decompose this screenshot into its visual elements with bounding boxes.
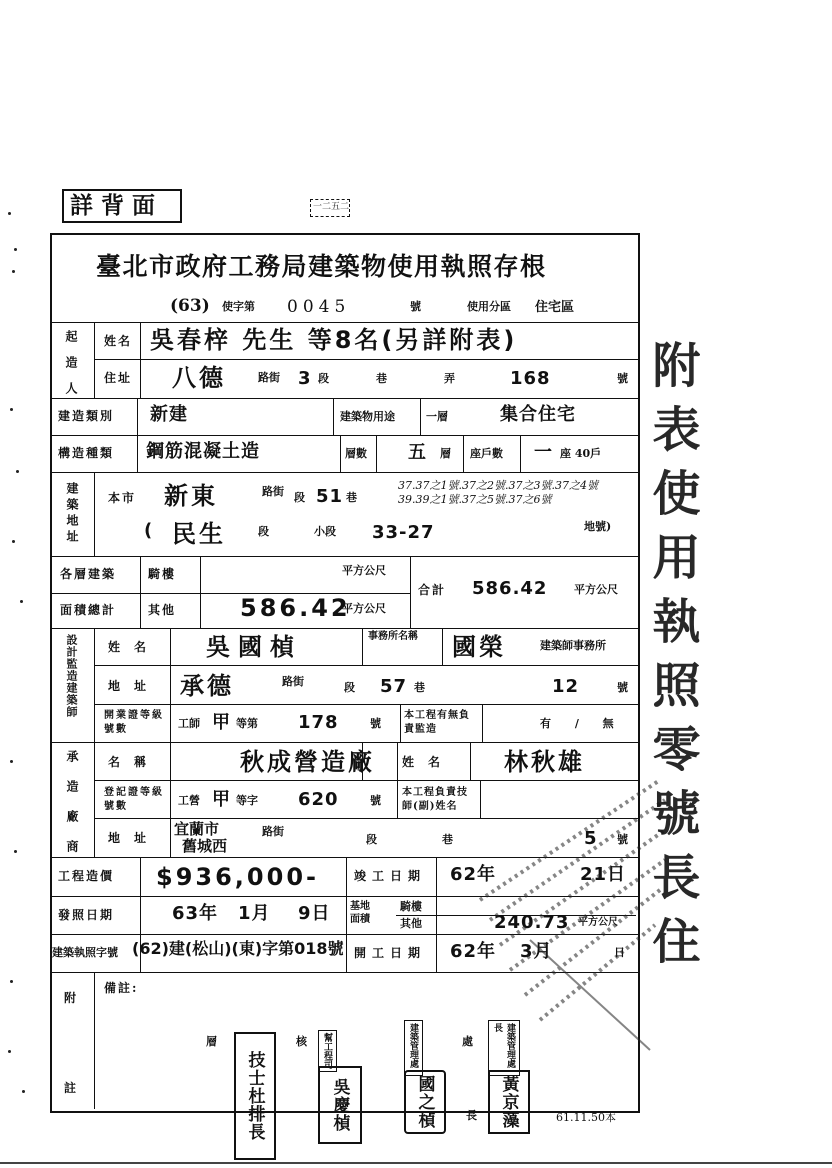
land-sec-unit: 段 — [258, 525, 269, 538]
contractor-name-value: 秋成營造廠 — [240, 748, 375, 776]
architect-no-unit: 號 — [617, 681, 628, 694]
contractor-reg-unit: 號 — [370, 794, 381, 807]
site-road: 新東 — [164, 482, 218, 510]
contractor-road-unit: 路街 — [262, 825, 284, 838]
area-arcade-unit: 平方公尺 — [342, 564, 386, 577]
permit-label: 建築執照字號 — [52, 946, 118, 959]
seal-engineer-caption-text: 幫工程司 — [322, 1033, 332, 1069]
builder-lane-unit: 巷 — [376, 372, 387, 385]
units-label: 座戶數 — [470, 447, 503, 460]
top-stamp — [310, 199, 350, 217]
build-use-label: 建築物用途 — [340, 410, 395, 423]
completion-day: 21日 — [580, 864, 627, 885]
contractor-reg-no: 620 — [298, 789, 339, 810]
site-road-unit: 路街 — [262, 485, 284, 498]
permit-value: (62)建(松山)(東)字第018號 — [132, 939, 344, 958]
corner-tag-text: 詳背面 — [70, 192, 163, 219]
land-close: 地號) — [584, 520, 612, 533]
contractor-addr-label: 地址 — [108, 831, 161, 845]
issue-arcade-label: 騎樓 — [400, 900, 422, 913]
issue-day: 9日 — [298, 903, 331, 924]
architect-lane-unit: 巷 — [414, 681, 425, 694]
seal-office — [404, 1070, 446, 1134]
start-label: 開工日期 — [354, 946, 427, 960]
issue-base-unit: 平方公尺 — [578, 917, 618, 928]
contractor-owner-value: 林秋雄 — [504, 748, 585, 776]
contractor-reg-grade: 甲 — [212, 789, 231, 810]
note-label: 註 — [64, 1081, 79, 1095]
attach-label: 附 — [64, 991, 79, 1005]
cost-value: $936,000- — [156, 863, 319, 891]
seal-label-1: 核 — [296, 1035, 307, 1048]
architect-addr-lane: 57 — [380, 676, 408, 697]
contractor-addr-city: 宜蘭市 — [174, 820, 220, 838]
area-total-label: 合計 — [418, 583, 447, 597]
contractor-lane-unit: 巷 — [442, 833, 453, 846]
contractor-section-label: 承造廠商 — [65, 750, 79, 870]
builder-address-label: 住址 — [104, 371, 133, 385]
contractor-reg-label: 登記證等級號數 — [104, 787, 164, 812]
site-section-unit: 段 — [294, 491, 305, 504]
completion-year: 62年 — [450, 864, 497, 885]
area-other-unit: 平方公尺 — [342, 602, 386, 615]
architect-road-unit: 路街 — [282, 675, 304, 688]
seal-label-0: 層 — [206, 1035, 217, 1048]
completion-label: 竣工日期 — [354, 869, 427, 883]
contractor-name-label: 名稱 — [108, 755, 161, 769]
contractor-addr-road: 舊城西 — [182, 837, 228, 855]
issue-other-label: 其他 — [400, 917, 422, 930]
architect-reg-prefix: 工師 — [178, 717, 200, 730]
units-unit: 座 40戶 — [560, 447, 602, 460]
architect-supervise-label: 本工程有無負責監造 — [404, 710, 470, 735]
area-total-value: 586.42 — [472, 578, 548, 599]
cost-label: 工程造價 — [58, 869, 115, 883]
seal-director — [488, 1070, 530, 1134]
zone-value: 住宅區 — [535, 300, 575, 315]
area-label-2: 面積總計 — [60, 603, 117, 617]
license-suffix: 號 — [410, 300, 421, 313]
seal-office-caption-text: 建築管理處 — [408, 1023, 418, 1068]
issue-month: 1月 — [238, 903, 271, 924]
contractor-addr-no: 5 — [584, 828, 598, 849]
site-section-label: 建築地址 — [65, 482, 79, 546]
received-stamp — [470, 740, 670, 1060]
architect-addr-label: 地址 — [108, 679, 161, 693]
land-sub-unit: 小段 — [314, 525, 336, 538]
builder-road-unit: 路街 — [258, 371, 280, 384]
start-month: 3月 — [520, 941, 553, 962]
contractor-owner-label: 姓名 — [402, 755, 455, 769]
seal-engineer-text: 吳慶楨 — [329, 1078, 350, 1132]
architect-reg-no: 178 — [298, 712, 339, 733]
build-type-label: 建造類別 — [58, 409, 115, 423]
area-label-1: 各層建築 — [60, 567, 117, 581]
architect-reg-mid: 等第 — [236, 717, 258, 730]
start-day: 日 — [614, 946, 625, 959]
footer-code: 61.11.50本 — [556, 1111, 616, 1124]
floors-label: 層數 — [345, 447, 367, 460]
area-other-value: 586.42 — [240, 594, 351, 622]
structure-value: 鋼筋混凝土造 — [146, 441, 260, 462]
architect-office-value: 國榮 — [452, 633, 506, 661]
architect-name-label: 姓名 — [108, 640, 161, 654]
architect-reg-unit: 號 — [370, 717, 381, 730]
license-prefix: 使字第 — [222, 300, 255, 313]
architect-office-suffix: 建築師事務所 — [540, 639, 606, 652]
units-value: 一 — [534, 442, 553, 463]
build-type-value: 新建 — [150, 404, 188, 425]
floors-unit: 層 — [440, 447, 451, 460]
start-year: 62年 — [450, 941, 497, 962]
architect-reg-grade: 甲 — [212, 712, 231, 733]
license-number: 0045 — [287, 297, 351, 317]
site-city: 本市 — [108, 491, 137, 505]
issue-label: 發照日期 — [58, 908, 115, 922]
builder-name-value: 吳春梓 先生 等8名(另詳附表) — [150, 326, 518, 354]
seal-office-text: 國之楨 — [414, 1075, 435, 1129]
seal-director-text: 黃京藻 — [498, 1075, 519, 1129]
seal-inspector-text: 技士杜排長 — [244, 1051, 265, 1141]
site-lane: 51 — [316, 486, 344, 507]
site-numbers: 37.37之1號.37之2號.37之3號.37之4號 — [398, 479, 598, 492]
architect-supervise-value: 有 / 無 — [540, 717, 624, 730]
builder-alley-unit: 弄 — [444, 372, 455, 385]
contractor-tech-label: 本工程負責技師(副)姓名 — [402, 787, 468, 812]
architect-addr-road: 承德 — [180, 672, 234, 700]
seal-director-caption-text: 建築管理處長 — [492, 1023, 515, 1068]
memo-label: 備註: — [104, 981, 139, 995]
contractor-reg-mid: 等字 — [236, 794, 258, 807]
land-area: 民生 — [172, 520, 226, 548]
land-open: ( — [144, 520, 154, 541]
area-total-unit: 平方公尺 — [574, 583, 618, 596]
architect-name-value: 吳國楨 — [206, 633, 302, 661]
margin-text: 附表使用執照零號長住 — [644, 340, 700, 980]
builder-no-unit: 號 — [617, 372, 628, 385]
builder-section-unit: 段 — [318, 372, 329, 385]
issue-year: 63年 — [172, 903, 219, 924]
site-numbers-2: 39.39之1號.37之5號.37之6號 — [398, 493, 552, 506]
structure-label: 構造種類 — [58, 446, 115, 460]
contractor-reg-prefix: 工營 — [178, 794, 200, 807]
architect-section-unit: 段 — [344, 681, 355, 694]
contractor-section-unit: 段 — [366, 833, 377, 846]
contractor-no-unit: 號 — [617, 833, 628, 846]
license-year: (63) — [170, 296, 210, 316]
area-arcade-label: 騎樓 — [148, 567, 177, 581]
build-use-prefix: 一層 — [426, 410, 448, 423]
build-use-value: 集合住宅 — [500, 404, 576, 425]
builder-name-label: 姓名 — [104, 334, 133, 348]
page-title: 臺北市政府工務局建築物使用執照存根 — [96, 252, 547, 281]
seal-office-caption — [404, 1020, 423, 1076]
architect-addr-no: 12 — [552, 676, 580, 697]
site-lane-unit: 巷 — [346, 491, 357, 504]
seal-label-3: 長 — [466, 1109, 477, 1122]
top-stamp-text: 一二五二 — [313, 202, 350, 212]
seal-inspector — [234, 1032, 276, 1160]
builder-section-label: 起造人 — [64, 330, 78, 408]
zone-label: 使用分區 — [467, 300, 511, 313]
floors-value: 五 — [408, 442, 427, 463]
builder-addr-road: 八德 — [172, 364, 226, 392]
architect-section-label: 設計監造建築師 — [65, 634, 78, 718]
area-other-label: 其他 — [148, 603, 177, 617]
architect-office-label: 事務所名稱 — [368, 631, 418, 642]
architect-reg-label: 開業證等級號數 — [104, 710, 164, 735]
seal-label-2: 處 — [462, 1035, 473, 1048]
issue-base-value: 240.73 — [494, 912, 570, 933]
land-no: 33-27 — [372, 522, 435, 543]
seal-engineer — [318, 1066, 362, 1144]
builder-addr-section: 3 — [298, 368, 312, 389]
issue-base-label: 基地面積 — [350, 901, 370, 925]
builder-addr-no: 168 — [510, 368, 551, 389]
corner-tag — [62, 189, 182, 223]
